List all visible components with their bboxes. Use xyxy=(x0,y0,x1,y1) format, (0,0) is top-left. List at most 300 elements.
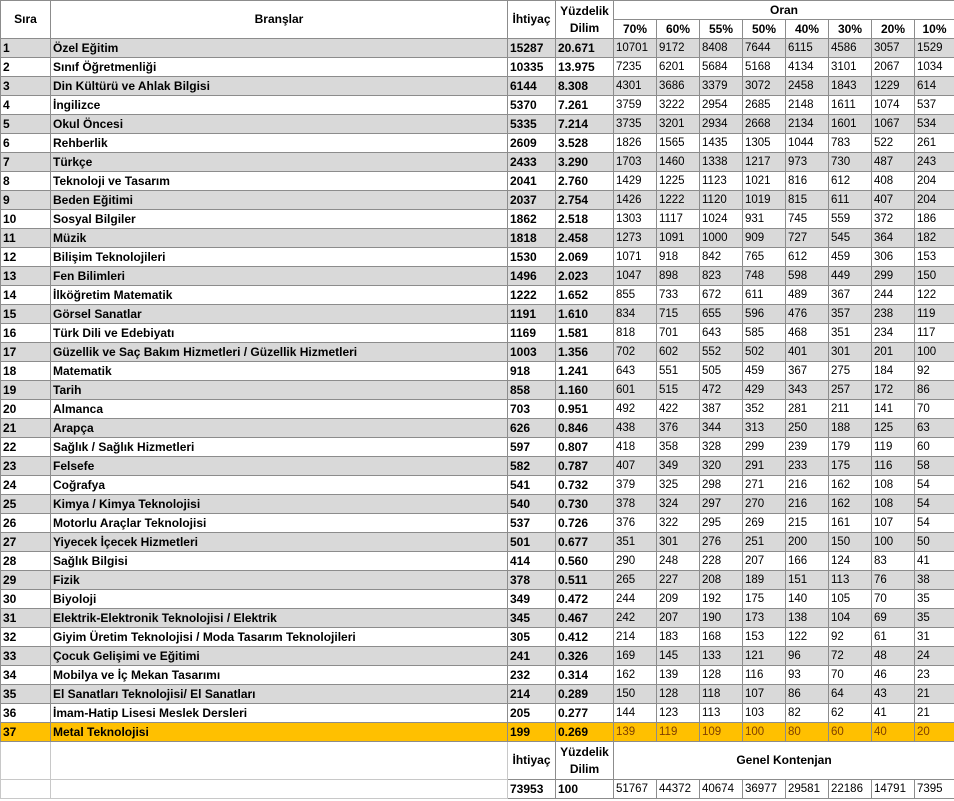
row-number: 13 xyxy=(1,267,51,286)
oran-value: 54 xyxy=(915,514,954,533)
oran-value: 60 xyxy=(915,438,954,457)
table-row[interactable] xyxy=(1,628,954,647)
footer-ihtiyac: İhtiyaç xyxy=(508,742,556,780)
footer-yuzdelik xyxy=(556,742,614,780)
row-number: 30 xyxy=(1,590,51,609)
row-number: 29 xyxy=(1,571,51,590)
percentile-value: 0.846 xyxy=(556,419,614,438)
branch-name: Kimya / Kimya Teknolojisi xyxy=(51,495,508,514)
table-row[interactable] xyxy=(1,476,954,495)
oran-value: 745 xyxy=(786,210,829,229)
percentile-value: 0.467 xyxy=(556,609,614,628)
oran-value: 614 xyxy=(915,77,954,96)
oran-value: 643 xyxy=(700,324,743,343)
row-number: 32 xyxy=(1,628,51,647)
branch-name: Görsel Sanatlar xyxy=(51,305,508,324)
oran-value: 611 xyxy=(743,286,786,305)
table-row[interactable] xyxy=(1,647,954,666)
oran-value: 122 xyxy=(915,286,954,305)
oran-value: 92 xyxy=(829,628,872,647)
oran-value: 1217 xyxy=(743,153,786,172)
oran-value: 41 xyxy=(915,552,954,571)
footer-yuzdelik-line2: Dilim xyxy=(569,761,600,776)
oran-value: 3686 xyxy=(657,77,700,96)
table-row[interactable] xyxy=(1,533,954,552)
oran-value: 1047 xyxy=(614,267,657,286)
table-row[interactable] xyxy=(1,210,954,229)
row-number: 6 xyxy=(1,134,51,153)
row-number: 31 xyxy=(1,609,51,628)
oran-value: 459 xyxy=(829,248,872,267)
branch-name: Türkçe xyxy=(51,153,508,172)
row-number: 36 xyxy=(1,704,51,723)
oran-value: 104 xyxy=(829,609,872,628)
oran-value: 1117 xyxy=(657,210,700,229)
oran-value: 418 xyxy=(614,438,657,457)
oran-value: 145 xyxy=(657,647,700,666)
oran-value: 765 xyxy=(743,248,786,267)
oran-value: 108 xyxy=(872,476,915,495)
branch-name: Almanca xyxy=(51,400,508,419)
oran-value: 269 xyxy=(743,514,786,533)
ihtiyac-value: 1222 xyxy=(508,286,556,305)
oran-value: 612 xyxy=(829,172,872,191)
percentile-value: 1.356 xyxy=(556,343,614,362)
oran-value: 204 xyxy=(915,191,954,210)
oran-value: 2067 xyxy=(872,58,915,77)
oran-value: 730 xyxy=(829,153,872,172)
ihtiyac-value: 2609 xyxy=(508,134,556,153)
table-row[interactable] xyxy=(1,438,954,457)
table-row[interactable] xyxy=(1,343,954,362)
table-row[interactable] xyxy=(1,58,954,77)
oran-value: 92 xyxy=(915,362,954,381)
oran-value: 6201 xyxy=(657,58,700,77)
branch-name: Din Kültürü ve Ahlak Bilgisi xyxy=(51,77,508,96)
table-row[interactable] xyxy=(1,457,954,476)
row-number: 9 xyxy=(1,191,51,210)
table-row[interactable] xyxy=(1,229,954,248)
ihtiyac-value: 858 xyxy=(508,381,556,400)
oran-value: 727 xyxy=(786,229,829,248)
branch-name: Tarih xyxy=(51,381,508,400)
oran-value: 276 xyxy=(700,533,743,552)
branch-name: Sınıf Öğretmenliği xyxy=(51,58,508,77)
oran-value: 257 xyxy=(829,381,872,400)
percentile-value: 0.726 xyxy=(556,514,614,533)
row-number: 24 xyxy=(1,476,51,495)
row-number: 8 xyxy=(1,172,51,191)
oran-value: 7235 xyxy=(614,58,657,77)
ihtiyac-value: 5335 xyxy=(508,115,556,134)
oran-value: 72 xyxy=(829,647,872,666)
oran-value: 358 xyxy=(657,438,700,457)
header-percent-7: 20% xyxy=(872,20,915,39)
oran-value: 472 xyxy=(700,381,743,400)
row-number: 27 xyxy=(1,533,51,552)
oran-value: 783 xyxy=(829,134,872,153)
oran-value: 1074 xyxy=(872,96,915,115)
ihtiyac-value: 6144 xyxy=(508,77,556,96)
oran-value: 96 xyxy=(786,647,829,666)
oran-value: 407 xyxy=(614,457,657,476)
branch-name: Matematik xyxy=(51,362,508,381)
ihtiyac-value: 205 xyxy=(508,704,556,723)
table-row[interactable] xyxy=(1,571,954,590)
oran-value: 534 xyxy=(915,115,954,134)
oran-value: 2458 xyxy=(786,77,829,96)
table-row[interactable] xyxy=(1,362,954,381)
branch-name: Sosyal Bilgiler xyxy=(51,210,508,229)
oran-value: 351 xyxy=(829,324,872,343)
table-row[interactable] xyxy=(1,685,954,704)
footer-yuzdelik-line1: Yüzdelik xyxy=(560,744,609,759)
oran-value: 248 xyxy=(657,552,700,571)
percentile-value: 2.023 xyxy=(556,267,614,286)
oran-value: 21 xyxy=(915,685,954,704)
table-row[interactable] xyxy=(1,77,954,96)
branch-name: Müzik xyxy=(51,229,508,248)
table-row[interactable] xyxy=(1,590,954,609)
oran-value: 119 xyxy=(872,438,915,457)
oran-value: 70 xyxy=(829,666,872,685)
table-row[interactable] xyxy=(1,381,954,400)
ihtiyac-value: 378 xyxy=(508,571,556,590)
oran-value: 324 xyxy=(657,495,700,514)
oran-value: 816 xyxy=(786,172,829,191)
percentile-value: 2.069 xyxy=(556,248,614,267)
oran-value: 150 xyxy=(829,533,872,552)
oran-value: 612 xyxy=(786,248,829,267)
table-row[interactable] xyxy=(1,419,954,438)
oran-value: 295 xyxy=(700,514,743,533)
oran-value: 1426 xyxy=(614,191,657,210)
oran-value: 602 xyxy=(657,343,700,362)
ihtiyac-value: 2037 xyxy=(508,191,556,210)
oran-value: 270 xyxy=(743,495,786,514)
ihtiyac-value: 414 xyxy=(508,552,556,571)
oran-value: 275 xyxy=(829,362,872,381)
ihtiyac-value: 349 xyxy=(508,590,556,609)
table-row[interactable] xyxy=(1,723,954,742)
branch-name: Çocuk Gelişimi ve Eğitimi xyxy=(51,647,508,666)
oran-value: 216 xyxy=(786,476,829,495)
table-row[interactable] xyxy=(1,172,954,191)
ihtiyac-value: 15287 xyxy=(508,39,556,58)
header-oran: Oran xyxy=(614,1,954,20)
percentile-value: 0.326 xyxy=(556,647,614,666)
table-row[interactable] xyxy=(1,96,954,115)
row-number: 17 xyxy=(1,343,51,362)
ihtiyac-value: 2041 xyxy=(508,172,556,191)
branch-name: Yiyecek İçecek Hizmetleri xyxy=(51,533,508,552)
ihtiyac-value: 10335 xyxy=(508,58,556,77)
table-row[interactable] xyxy=(1,666,954,685)
header-yuzdelik xyxy=(556,1,614,39)
ihtiyac-value: 1169 xyxy=(508,324,556,343)
oran-value: 128 xyxy=(700,666,743,685)
oran-value: 107 xyxy=(872,514,915,533)
oran-value: 487 xyxy=(872,153,915,172)
oran-value: 3379 xyxy=(700,77,743,96)
oran-value: 834 xyxy=(614,305,657,324)
table-row[interactable] xyxy=(1,514,954,533)
oran-value: 4301 xyxy=(614,77,657,96)
oran-value: 559 xyxy=(829,210,872,229)
oran-value: 552 xyxy=(700,343,743,362)
ihtiyac-value: 2433 xyxy=(508,153,556,172)
branch-name: Coğrafya xyxy=(51,476,508,495)
oran-value: 1067 xyxy=(872,115,915,134)
table-row[interactable] xyxy=(1,609,954,628)
row-number: 35 xyxy=(1,685,51,704)
oran-value: 301 xyxy=(657,533,700,552)
header-percent-1: 70% xyxy=(614,20,657,39)
table-row[interactable] xyxy=(1,305,954,324)
oran-value: 1021 xyxy=(743,172,786,191)
oran-value: 281 xyxy=(786,400,829,419)
oran-value: 2685 xyxy=(743,96,786,115)
oran-value: 128 xyxy=(657,685,700,704)
footer-total-value: 29581 xyxy=(786,780,829,799)
oran-value: 23 xyxy=(915,666,954,685)
oran-value: 204 xyxy=(915,172,954,191)
oran-value: 3072 xyxy=(743,77,786,96)
table-row[interactable] xyxy=(1,552,954,571)
oran-value: 139 xyxy=(614,723,657,742)
oran-value: 189 xyxy=(743,571,786,590)
oran-value: 7644 xyxy=(743,39,786,58)
oran-value: 100 xyxy=(915,343,954,362)
ihtiyac-value: 1496 xyxy=(508,267,556,286)
oran-value: 141 xyxy=(872,400,915,419)
oran-value: 701 xyxy=(657,324,700,343)
ihtiyac-value: 626 xyxy=(508,419,556,438)
percentile-value: 1.581 xyxy=(556,324,614,343)
oran-value: 261 xyxy=(915,134,954,153)
branch-name: Fen Bilimleri xyxy=(51,267,508,286)
row-number: 15 xyxy=(1,305,51,324)
ihtiyac-value: 1862 xyxy=(508,210,556,229)
oran-value: 122 xyxy=(786,628,829,647)
oran-value: 1000 xyxy=(700,229,743,248)
row-number: 18 xyxy=(1,362,51,381)
branch-name: Rehberlik xyxy=(51,134,508,153)
branch-name: İmam-Hatip Lisesi Meslek Dersleri xyxy=(51,704,508,723)
oran-value: 207 xyxy=(657,609,700,628)
percentile-value: 2.754 xyxy=(556,191,614,210)
oran-value: 228 xyxy=(700,552,743,571)
oran-value: 2148 xyxy=(786,96,829,115)
table-row[interactable] xyxy=(1,324,954,343)
row-number: 4 xyxy=(1,96,51,115)
oran-value: 1460 xyxy=(657,153,700,172)
row-number: 2 xyxy=(1,58,51,77)
row-number: 28 xyxy=(1,552,51,571)
oran-value: 86 xyxy=(786,685,829,704)
oran-value: 489 xyxy=(786,286,829,305)
oran-value: 208 xyxy=(700,571,743,590)
ihtiyac-value: 5370 xyxy=(508,96,556,115)
oran-value: 153 xyxy=(743,628,786,647)
oran-value: 297 xyxy=(700,495,743,514)
table-row[interactable] xyxy=(1,286,954,305)
oran-value: 909 xyxy=(743,229,786,248)
header-branslar: Branşlar xyxy=(51,1,508,39)
oran-value: 357 xyxy=(829,305,872,324)
oran-value: 3222 xyxy=(657,96,700,115)
table-row[interactable] xyxy=(1,191,954,210)
oran-value: 35 xyxy=(915,609,954,628)
footer-total-value: 40674 xyxy=(700,780,743,799)
oran-value: 3101 xyxy=(829,58,872,77)
table-row[interactable] xyxy=(1,400,954,419)
percentile-value: 0.289 xyxy=(556,685,614,704)
oran-value: 1529 xyxy=(915,39,954,58)
oran-value: 121 xyxy=(743,647,786,666)
percentile-value: 2.760 xyxy=(556,172,614,191)
branch-name: Güzellik ve Saç Bakım Hizmetleri / Güzellik Hizmetleri xyxy=(51,343,508,362)
ihtiyac-value: 582 xyxy=(508,457,556,476)
branch-name: Mobilya ve İç Mekan Tasarımı xyxy=(51,666,508,685)
table-row[interactable] xyxy=(1,153,954,172)
oran-value: 108 xyxy=(872,495,915,514)
percentile-value: 0.269 xyxy=(556,723,614,742)
oran-value: 1435 xyxy=(700,134,743,153)
branch-name: Motorlu Araçlar Teknolojisi xyxy=(51,514,508,533)
header-percent-6: 30% xyxy=(829,20,872,39)
oran-value: 387 xyxy=(700,400,743,419)
oran-value: 476 xyxy=(786,305,829,324)
oran-value: 4586 xyxy=(829,39,872,58)
ihtiyac-value: 1818 xyxy=(508,229,556,248)
oran-value: 9172 xyxy=(657,39,700,58)
header-sira: Sıra xyxy=(1,1,51,39)
branch-name: El Sanatları Teknolojisi/ El Sanatları xyxy=(51,685,508,704)
oran-value: 3201 xyxy=(657,115,700,134)
oran-value: 46 xyxy=(872,666,915,685)
ihtiyac-value: 501 xyxy=(508,533,556,552)
branch-name: Bilişim Teknolojileri xyxy=(51,248,508,267)
oran-value: 379 xyxy=(614,476,657,495)
table-row[interactable] xyxy=(1,704,954,723)
oran-value: 468 xyxy=(786,324,829,343)
footer-total-value: 14791 xyxy=(872,780,915,799)
table-row[interactable] xyxy=(1,134,954,153)
oran-value: 214 xyxy=(614,628,657,647)
oran-value: 48 xyxy=(872,647,915,666)
oran-value: 1826 xyxy=(614,134,657,153)
oran-value: 215 xyxy=(786,514,829,533)
percentile-value: 0.314 xyxy=(556,666,614,685)
table-row[interactable] xyxy=(1,495,954,514)
row-number: 34 xyxy=(1,666,51,685)
ihtiyac-value: 1530 xyxy=(508,248,556,267)
oran-value: 58 xyxy=(915,457,954,476)
oran-value: 8408 xyxy=(700,39,743,58)
oran-value: 505 xyxy=(700,362,743,381)
oran-value: 1123 xyxy=(700,172,743,191)
table-row[interactable] xyxy=(1,115,954,134)
oran-value: 376 xyxy=(657,419,700,438)
row-number: 37 xyxy=(1,723,51,742)
percentile-value: 20.671 xyxy=(556,39,614,58)
table-row[interactable] xyxy=(1,248,954,267)
oran-value: 109 xyxy=(700,723,743,742)
oran-value: 299 xyxy=(872,267,915,286)
oran-value: 119 xyxy=(915,305,954,324)
oran-value: 2954 xyxy=(700,96,743,115)
oran-value: 1303 xyxy=(614,210,657,229)
branch-name: Felsefe xyxy=(51,457,508,476)
branch-name: İngilizce xyxy=(51,96,508,115)
ihtiyac-value: 214 xyxy=(508,685,556,704)
oran-value: 150 xyxy=(614,685,657,704)
oran-value: 64 xyxy=(829,685,872,704)
oran-value: 172 xyxy=(872,381,915,400)
oran-value: 216 xyxy=(786,495,829,514)
header-yuzdelik-line1: Yüzdelik xyxy=(560,3,609,18)
row-number: 3 xyxy=(1,77,51,96)
oran-value: 184 xyxy=(872,362,915,381)
oran-value: 367 xyxy=(786,362,829,381)
oran-value: 250 xyxy=(786,419,829,438)
oran-value: 655 xyxy=(700,305,743,324)
oran-value: 139 xyxy=(657,666,700,685)
oran-value: 918 xyxy=(657,248,700,267)
oran-value: 168 xyxy=(700,628,743,647)
branch-name: Metal Teknolojisi xyxy=(51,723,508,742)
oran-value: 299 xyxy=(743,438,786,457)
branch-name: Türk Dili ve Edebiyatı xyxy=(51,324,508,343)
oran-value: 973 xyxy=(786,153,829,172)
oran-value: 69 xyxy=(872,609,915,628)
oran-value: 378 xyxy=(614,495,657,514)
oran-value: 113 xyxy=(700,704,743,723)
oran-value: 116 xyxy=(743,666,786,685)
oran-value: 1429 xyxy=(614,172,657,191)
oran-value: 3759 xyxy=(614,96,657,115)
oran-value: 1024 xyxy=(700,210,743,229)
row-number: 1 xyxy=(1,39,51,58)
table-row[interactable] xyxy=(1,267,954,286)
oran-value: 38 xyxy=(915,571,954,590)
oran-value: 3735 xyxy=(614,115,657,134)
oran-value: 643 xyxy=(614,362,657,381)
oran-value: 211 xyxy=(829,400,872,419)
footer-genel-kontenjan: Genel Kontenjan xyxy=(614,742,954,780)
table-row[interactable] xyxy=(1,39,954,58)
row-number: 11 xyxy=(1,229,51,248)
oran-value: 611 xyxy=(829,191,872,210)
oran-value: 1222 xyxy=(657,191,700,210)
oran-value: 372 xyxy=(872,210,915,229)
oran-value: 54 xyxy=(915,476,954,495)
oran-value: 298 xyxy=(700,476,743,495)
row-number: 26 xyxy=(1,514,51,533)
branch-name: Sağlık / Sağlık Hizmetleri xyxy=(51,438,508,457)
oran-value: 100 xyxy=(743,723,786,742)
percentile-value: 7.214 xyxy=(556,115,614,134)
oran-value: 823 xyxy=(700,267,743,286)
percentile-value: 0.472 xyxy=(556,590,614,609)
row-number: 23 xyxy=(1,457,51,476)
percentile-value: 0.412 xyxy=(556,628,614,647)
oran-value: 422 xyxy=(657,400,700,419)
oran-value: 855 xyxy=(614,286,657,305)
row-number: 22 xyxy=(1,438,51,457)
oran-value: 515 xyxy=(657,381,700,400)
